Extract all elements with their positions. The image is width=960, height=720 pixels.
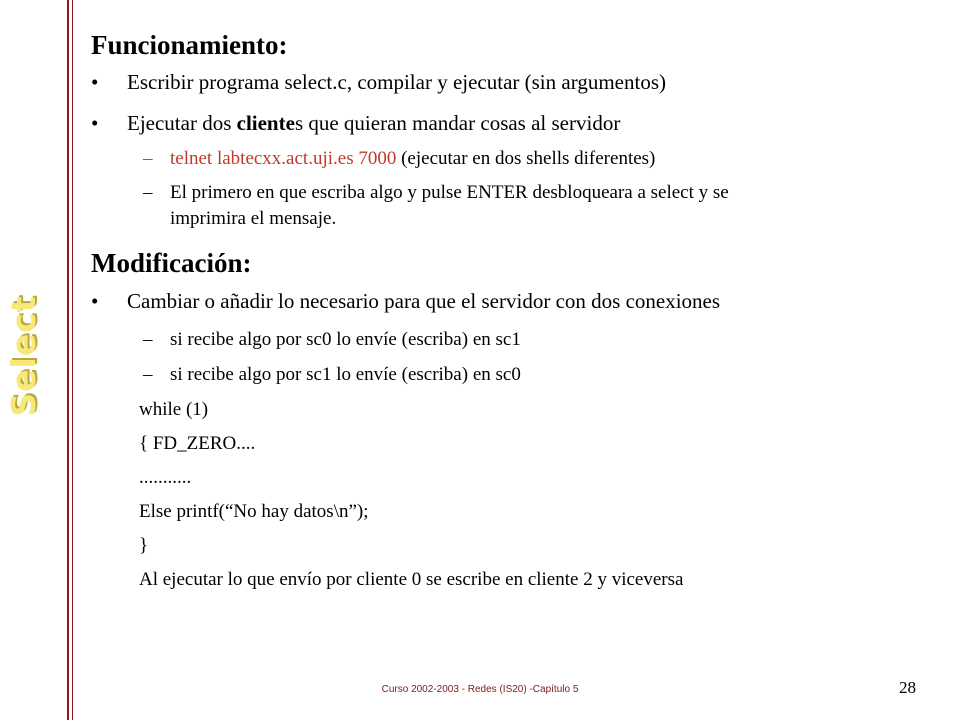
sub-bullet-item	[143, 364, 843, 388]
code-line: while (1)	[139, 399, 209, 420]
bullet-text-pre: Ejecutar dos	[127, 111, 237, 135]
sub-bullet-marker: –	[143, 329, 153, 350]
sub-bullet-text-line1: El primero en que escriba algo y pulse ENTER desbloqueara a select y se	[170, 182, 729, 203]
sub-bullet-item	[143, 329, 843, 353]
code-line: { FD_ZERO....	[139, 433, 256, 454]
page-number: 28	[899, 678, 916, 697]
sub-bullet-text-line2: imprimira el mensaje.	[170, 208, 337, 229]
sub-bullet-item	[143, 148, 903, 172]
bullet-marker: •	[91, 111, 99, 135]
sub-bullet-text: (ejecutar en dos shells diferentes)	[396, 148, 656, 169]
bullet-marker: •	[91, 289, 99, 313]
bullet-text-bold: cliente	[236, 111, 295, 135]
heading-funcionamiento: Funcionamiento:	[91, 30, 288, 60]
bullet-item	[91, 111, 620, 136]
heading-modificacion: Modificación:	[91, 248, 252, 278]
bullet-marker: •	[91, 70, 99, 94]
sub-bullet-text: si recibe algo por sc1 lo envíe (escriba) en sc0	[170, 364, 521, 385]
side-title: Select	[4, 295, 43, 417]
sub-bullet-marker: –	[143, 182, 153, 203]
bullet-text: Cambiar o añadir lo necesario para que el servidor con dos conexiones	[127, 289, 721, 313]
telnet-command: telnet labtecxx.act.uji.es 7000	[170, 148, 397, 169]
conclusion-text: Al ejecutar lo que envío por cliente 0 se escribe en cliente 2 y viceversa	[139, 569, 684, 590]
bullet-item	[91, 70, 666, 95]
sub-bullet-item	[143, 182, 903, 232]
code-line: ...........	[139, 467, 192, 488]
code-line: }	[139, 535, 149, 556]
bullet-text: Escribir programa select.c, compilar y ejecutar (sin argumentos)	[127, 70, 666, 94]
code-line: Else printf(“No hay datos\n”);	[139, 501, 369, 522]
sub-bullet-marker: –	[143, 148, 153, 169]
bullet-text-post: s que quieran mandar cosas al servidor	[294, 111, 621, 135]
sub-bullet-marker: –	[143, 364, 153, 385]
footer-text: Curso 2002-2003 - Redes (IS20) -Capítulo 5	[381, 684, 579, 695]
bullet-item	[91, 289, 720, 314]
sub-bullet-text: si recibe algo por sc0 lo envíe (escriba) en sc1	[170, 329, 521, 350]
